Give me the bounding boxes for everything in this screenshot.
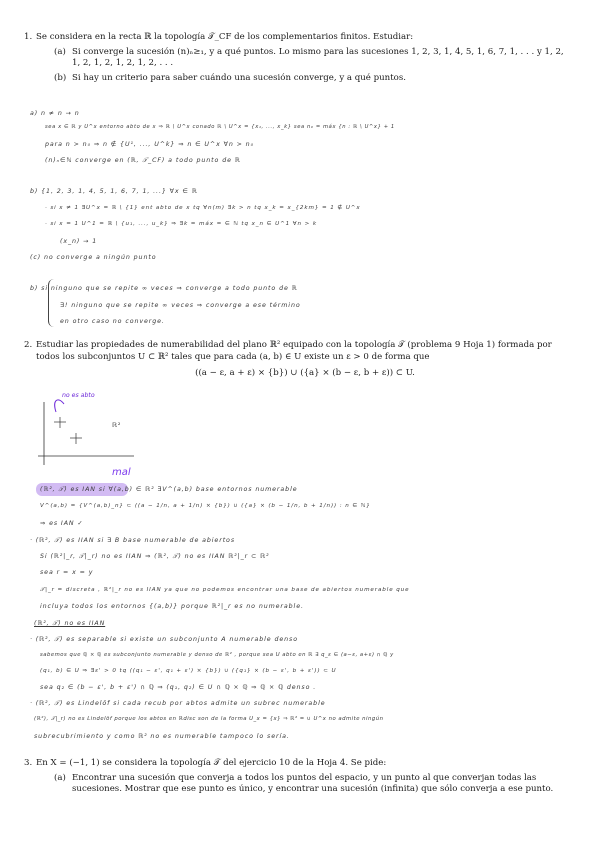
note-line: · si x = 1 U^1 = ℝ \ {u₁, ..., u_k} ⇒ ∃k = máx = ∈ ℕ tq x_n ∈ U^1 ∀n > k: [45, 221, 318, 227]
note-line: incluya todos los entornos {(a,b)} porque ℝ²|_r es no numerable.: [40, 603, 304, 610]
note-line: · (ℝ², 𝒯) es IIAN si ∃ B base numerable de abiertos: [30, 537, 235, 544]
note-line: b) {1, 2, 3, 1, 4, 5, 1, 6, 7, 1, ...} ∀x ∈ ℝ: [30, 188, 198, 195]
part-b-label: (b): [54, 72, 67, 83]
note-line: (x_n) → 1: [60, 238, 98, 245]
note-line: Si (ℝ²|_r, 𝒯|_r) no es IIAN ⇒ (ℝ², 𝒯) no es IIAN ℝ²|_r ⊂ ℝ²: [40, 553, 270, 560]
note-line: sea q₂ ∈ (b − ε', b + ε') ∩ ℚ ⇒ (q₁, q₂) ∈ U ∩ ℚ × ℚ ⇒ ℚ × ℚ denso .: [40, 684, 317, 691]
problem-1-part-a: [54, 47, 574, 70]
problem-1: [24, 32, 574, 84]
note-line: sea r = x = y: [40, 569, 94, 576]
note-annotation: no es abto: [62, 392, 95, 399]
problem-3: [24, 758, 574, 796]
note-line: en otro caso no converge.: [60, 318, 165, 325]
note-line: V^(a,b) = {V^(a,b)_n} ⊂ ((a − 1/n, a + 1/n) × {b}) ∪ ({a} × (b − 1/n, b + 1/n)) : n ∈ ℕ}: [40, 503, 371, 509]
note-line: · (ℝ², 𝒯) es Lindelöf si cada recub por abtos admite un subrec numerable: [30, 700, 326, 707]
note-line: b) si ninguno que se repite ∞ veces ⇒ converge a todo punto de ℝ: [30, 285, 298, 292]
problem-1-statement: Se considera en la recta ℝ la topología 𝒯_CF de los complementarios finitos. Estudiar:: [36, 32, 414, 42]
note-line: (n)ₙ∈ℕ converge en (ℝ, 𝒯_CF) a todo punto de ℝ: [45, 157, 241, 164]
problem-2-statement: Estudiar las propiedades de numerabilidad del plano ℝ² equipado con la topología 𝒯 (problema 9 Hoja 1) formada por todos los subconjuntos U ⊂ ℝ² tales que para cada (a, b) ∈ U existe un ε > 0 de forma que: [36, 340, 552, 362]
note-line: ⇒ es IAN ✓: [40, 520, 84, 527]
problem-1-part-b: [54, 73, 574, 85]
note-line: sabemos que ℚ × ℚ es subconjunto numerable y denso de ℝ² , porque sea U abto en ℝ ∃ q_ε ∈ (a−ε, a+ε) ∩ ℚ y: [40, 652, 394, 658]
note-line: ∃! ninguno que se repite ∞ veces ⇒ converge a ese término: [60, 302, 301, 309]
problem-3-part-a: [54, 773, 574, 796]
note-line: subrecubrimiento y como ℝ² no es numerable tampoco lo sería.: [34, 733, 290, 740]
part-b-text: Si hay un criterio para saber cuándo una sucesión converge, y a qué puntos.: [72, 72, 406, 83]
problem-3-number: 3.: [24, 758, 33, 768]
problem-3-statement: En X = (−1, 1) se considera la topología 𝒯 del ejercicio 10 de la Hoja 4. Se pide:: [36, 758, 387, 768]
note-line: 𝒯|_r = discreta , ℝ²|_r no es IIAN ya que no podemos encontrar una base de abiertos numerable que: [40, 587, 410, 593]
note-line: a) n ≠ n → n: [30, 110, 80, 117]
part-a-text: Encontrar una sucesión que converja a todos los puntos del espacio, y un punto al que converjan todas las sucesiones. Mostrar que ese punto es único, y encontrar una sucesión (infinita) que sólo converja a ese punto.: [72, 772, 554, 794]
note-line: · si x ≠ 1 ∃U^x = ℝ \ {1} ent abto de x tq ∀n(m) ∃k > n tq x_k = x_{2km} = 1 ∉ U^x: [45, 205, 361, 211]
note-line: (q₁, b) ∈ U ⇒ ∃ε' > 0 tq ((q₁ − ε', q₁ + ε') × {b}) ∪ ({q₁} × (b − ε', b + ε')) ⊂ U: [40, 668, 337, 674]
axis-label: ℝ²: [112, 422, 122, 429]
note-line: (ℝ², 𝒯) no es IIAN: [34, 620, 106, 627]
problem-2: [24, 340, 574, 384]
problem-2-number: 2.: [24, 340, 33, 350]
note-line: (ℝ²), 𝒯|_r) no es Lindelöf porque los abtos en ℝdisc son de la forma U_x = {x} ⇒ ℝ² = ∪ U^x no admite ningún: [34, 716, 384, 722]
note-line: sea x ∈ ℝ y U^x entorno abto de x ⇒ ℝ \ U^x conado ℝ \ U^x = {x₁, ..., x_k} sea n₀ = máx {n : ℝ \ U^x} + 1: [45, 124, 395, 130]
part-a-label: (a): [54, 772, 66, 783]
note-line: (c) no converge a ningún punto: [30, 254, 157, 261]
note-line: (ℝ², 𝒯) es IAN si ∀(a,b) ∈ ℝ² ∃V^(a,b) base entornos numerable: [40, 486, 298, 493]
part-a-label: (a): [54, 46, 66, 57]
axes-sketch: [30, 390, 140, 470]
note-line: · (ℝ², 𝒯) es separable si existe un subconjunto A numerable denso: [30, 636, 298, 643]
part-a-text: Si converge la sucesión (n)ₙ≥₁, y a qué puntos. Lo mismo para las sucesiones 1, 2, 3, 1, 4, 5, 1, 6, 7, 1, . . . y 1, 2, 1, 2, 1, 2, 1, 2, 1, 2, . . .: [72, 46, 564, 68]
problem-2-formula: ((a − ε, a + ε) × {b}) ∪ ({a} × (b − ε, b + ε)) ⊂ U.: [195, 368, 415, 378]
annotation-mal: mal: [112, 467, 131, 478]
note-line: para n > n₀ ⇒ n ∉ {U¹, ..., U^k} ⇒ n ∈ U^x ∀n > n₀: [45, 141, 255, 148]
problem-1-number: 1.: [24, 32, 33, 42]
